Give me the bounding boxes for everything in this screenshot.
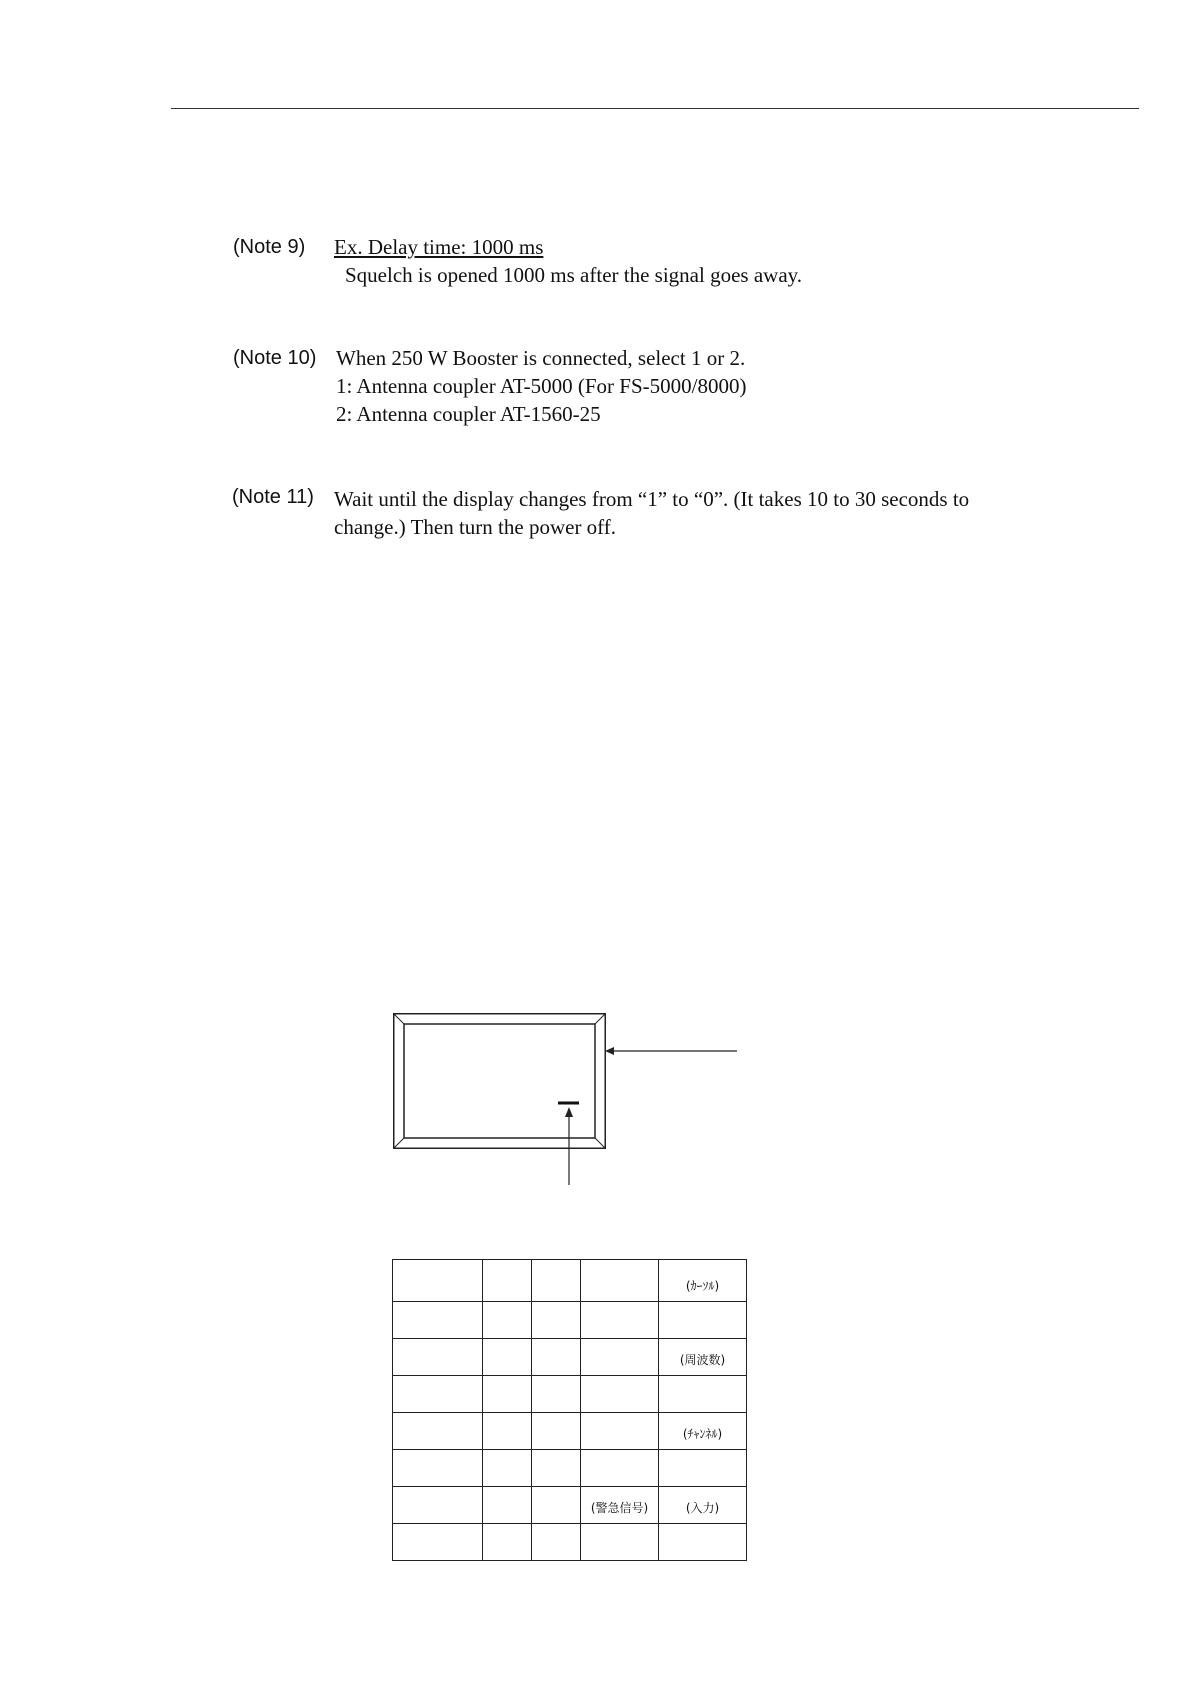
cursor-key-label: (ｶｰｿﾙ) xyxy=(659,1260,747,1302)
table-row xyxy=(393,1302,747,1339)
table-row xyxy=(393,1376,747,1413)
note-11-label: (Note 11) xyxy=(232,486,314,508)
note-10-line-1: When 250 W Booster is connected, select 1 or 2. xyxy=(336,346,746,370)
channel-key-label: (ﾁｬﾝﾈﾙ) xyxy=(659,1413,747,1450)
table-row xyxy=(393,1487,747,1524)
frequency-key-label: (周波数) xyxy=(659,1339,747,1376)
header-rule xyxy=(171,108,1139,109)
note-11-line-2: change.) Then turn the power off. xyxy=(334,515,617,539)
note-10-line-3: 2: Antenna coupler AT-1560-25 xyxy=(336,402,601,426)
display-pointer-arrow xyxy=(604,1044,738,1058)
note-9-label: (Note 9) xyxy=(233,236,306,258)
table-row xyxy=(393,1260,747,1302)
keypad-table xyxy=(392,1259,747,1561)
table-row xyxy=(393,1524,747,1561)
distress-key-label: (警急信号) xyxy=(581,1487,659,1524)
cursor-pointer-arrow xyxy=(562,1106,576,1186)
note-10-label: (Note 10) xyxy=(233,347,317,369)
table-row xyxy=(393,1413,747,1450)
table-row xyxy=(393,1339,747,1376)
note-11-line-1: Wait until the display changes from “1” to “0”. (It takes 10 to 30 seconds to xyxy=(334,487,970,511)
note-10-line-2: 1: Antenna coupler AT-5000 (For FS-5000/8000) xyxy=(336,374,747,398)
table-row xyxy=(393,1450,747,1487)
input-key-label: (入力) xyxy=(659,1487,747,1524)
note-9-text: Squelch is opened 1000 ms after the signal goes away. xyxy=(345,263,803,287)
note-9-example: Ex. Delay time: 1000 ms xyxy=(334,235,544,259)
